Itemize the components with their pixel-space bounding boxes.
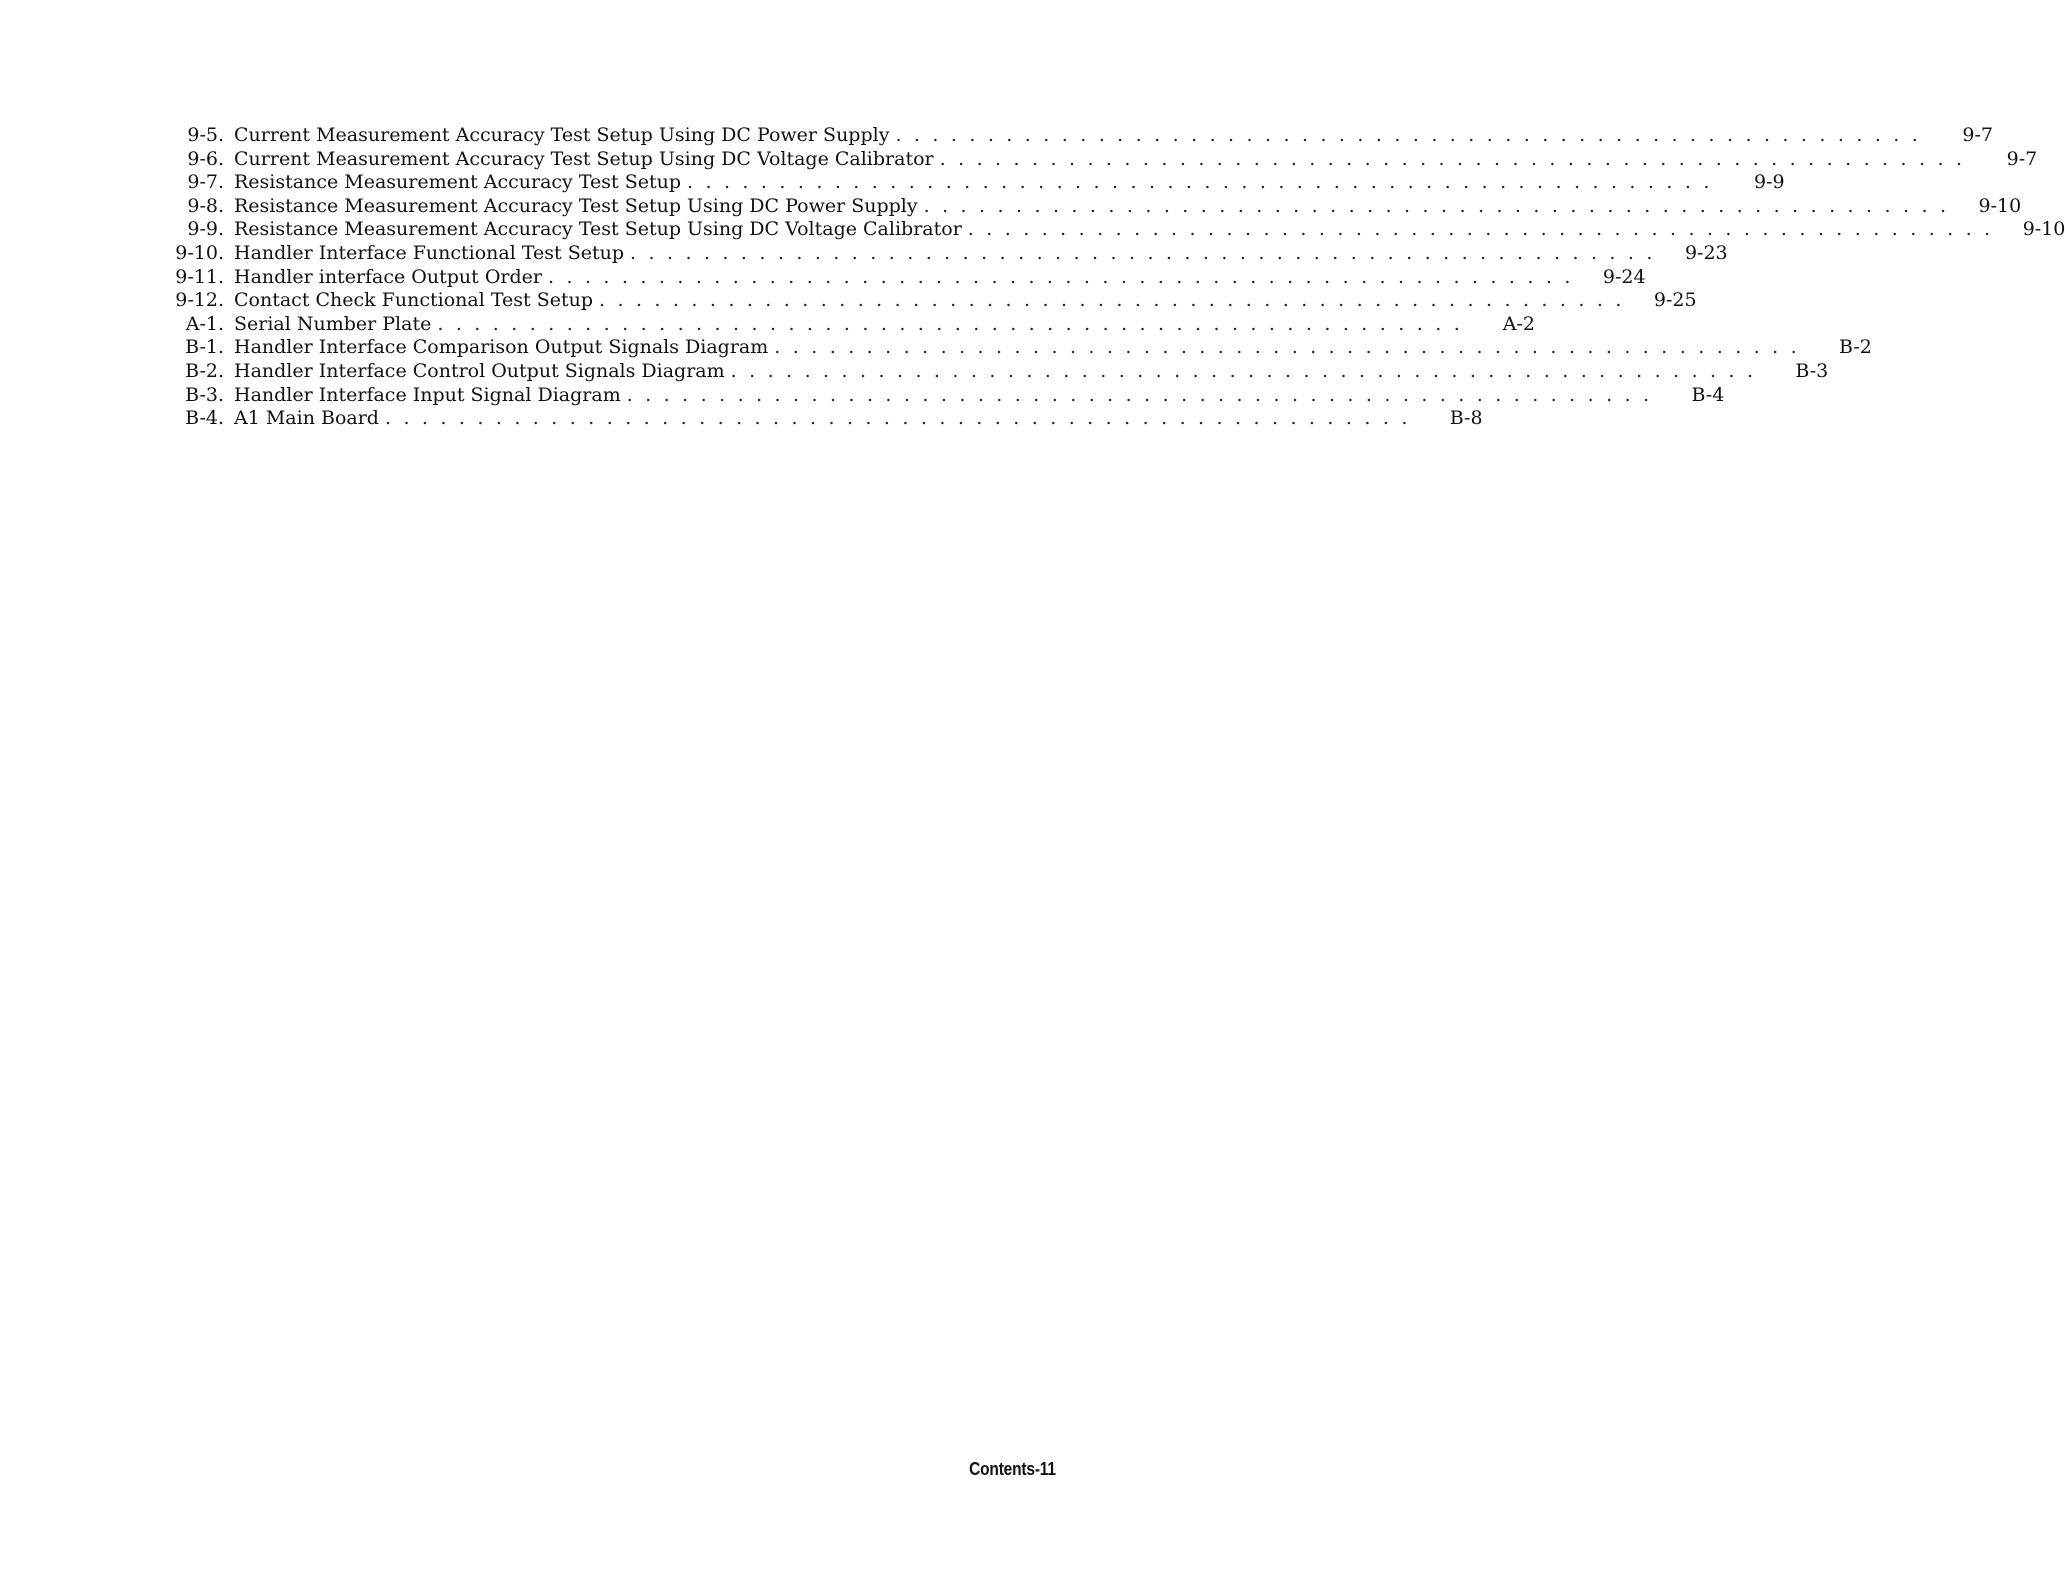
- toc-entry-title: Handler Interface Input Signal Diagram: [234, 383, 621, 406]
- toc-entry-page: 9-23: [1684, 241, 1728, 264]
- dot-leader: [385, 407, 1411, 431]
- toc-entry-page: B-3: [1795, 359, 1829, 382]
- toc-entry-number: 9-11.: [175, 265, 224, 288]
- toc-entry-page: 9-10: [1978, 194, 2022, 217]
- toc-entry-title: Contact Check Functional Test Setup: [234, 289, 593, 312]
- toc-entry-number: 9-7.: [187, 171, 224, 194]
- toc-entry-number: B-3.: [185, 383, 224, 406]
- dot-leader: [895, 124, 1921, 148]
- toc-entry-page: B-4: [1691, 383, 1725, 406]
- toc-entry-page: 9-10: [2022, 218, 2065, 241]
- toc-entry-title: Current Measurement Accuracy Test Setup Using DC Voltage Calibrator: [234, 147, 934, 170]
- dot-leader: [687, 171, 1713, 195]
- toc-entry-number: 9-12.: [175, 289, 224, 312]
- toc-entry: [170, 171, 1785, 195]
- toc-entry-page: B-2: [1839, 336, 1872, 359]
- toc-entry-page: 9-24: [1602, 265, 1646, 288]
- dot-leader: [630, 242, 1656, 266]
- toc-entry-number: 9-10.: [175, 241, 224, 264]
- toc-entry: [170, 336, 1872, 360]
- toc-entry-page: B-8: [1449, 407, 1483, 430]
- toc-entry-title: A1 Main Board: [234, 407, 379, 430]
- dot-leader: [940, 148, 1966, 172]
- toc-entry-number: 9-9.: [187, 218, 224, 241]
- dot-leader: [774, 336, 1800, 360]
- toc-entry-number: A-1.: [185, 312, 224, 335]
- toc-entry-number: B-1.: [185, 336, 224, 359]
- toc-entry-title: Handler interface Output Order: [234, 265, 542, 288]
- toc-entry-title: Resistance Measurement Accuracy Test Setup Using DC Power Supply: [234, 194, 918, 217]
- toc-entry: [170, 407, 1483, 431]
- dot-leader: [599, 289, 1625, 313]
- page-footer-label: Contents-11: [969, 1459, 1056, 1479]
- toc-entry-page: 9-9: [1753, 171, 1785, 194]
- toc-entry-page: 9-7: [2006, 147, 2038, 170]
- toc-entry-number: B-2.: [185, 359, 224, 382]
- toc-entry: [170, 289, 1697, 313]
- toc-entry: [170, 194, 2022, 219]
- toc-entry-page: A-2: [1502, 312, 1535, 335]
- toc-entry-title: Handler Interface Comparison Output Signals Diagram: [234, 336, 769, 359]
- toc-entry: [170, 147, 2038, 172]
- toc-list: [170, 124, 2065, 431]
- toc-entry: [170, 124, 1994, 148]
- toc-entry-title: Serial Number Plate: [234, 312, 432, 335]
- toc-entry-title: Handler Interface Functional Test Setup: [234, 241, 625, 264]
- dot-leader: [627, 384, 1653, 408]
- toc-entry-title: Resistance Measurement Accuracy Test Setup Using DC Voltage Calibrator: [234, 218, 962, 241]
- toc-entry: [170, 218, 2065, 242]
- toc-entry: [170, 312, 1535, 337]
- toc-entry-page: 9-7: [1962, 124, 1994, 146]
- toc-entry-number: B-4.: [185, 407, 224, 430]
- toc-entry-title: Handler Interface Control Output Signals Diagram: [234, 359, 725, 382]
- toc-entry: [170, 241, 1728, 266]
- dot-leader: [731, 360, 1757, 384]
- toc-entry-number: 9-5.: [187, 124, 224, 146]
- dot-leader: [437, 313, 1463, 337]
- dot-leader: [924, 195, 1950, 219]
- toc-entry-number: 9-6.: [187, 147, 224, 170]
- toc-entry: [170, 383, 1725, 408]
- toc-entry: [170, 265, 1646, 290]
- toc-entry: [170, 359, 1829, 384]
- toc-entry-title: Current Measurement Accuracy Test Setup Using DC Power Supply: [234, 124, 890, 146]
- toc-entry-page: 9-25: [1653, 289, 1697, 312]
- toc-entry-number: 9-8.: [187, 194, 224, 217]
- dot-leader: [968, 218, 1994, 242]
- dot-leader: [548, 266, 1574, 290]
- toc-entry-title: Resistance Measurement Accuracy Test Setup: [234, 171, 681, 194]
